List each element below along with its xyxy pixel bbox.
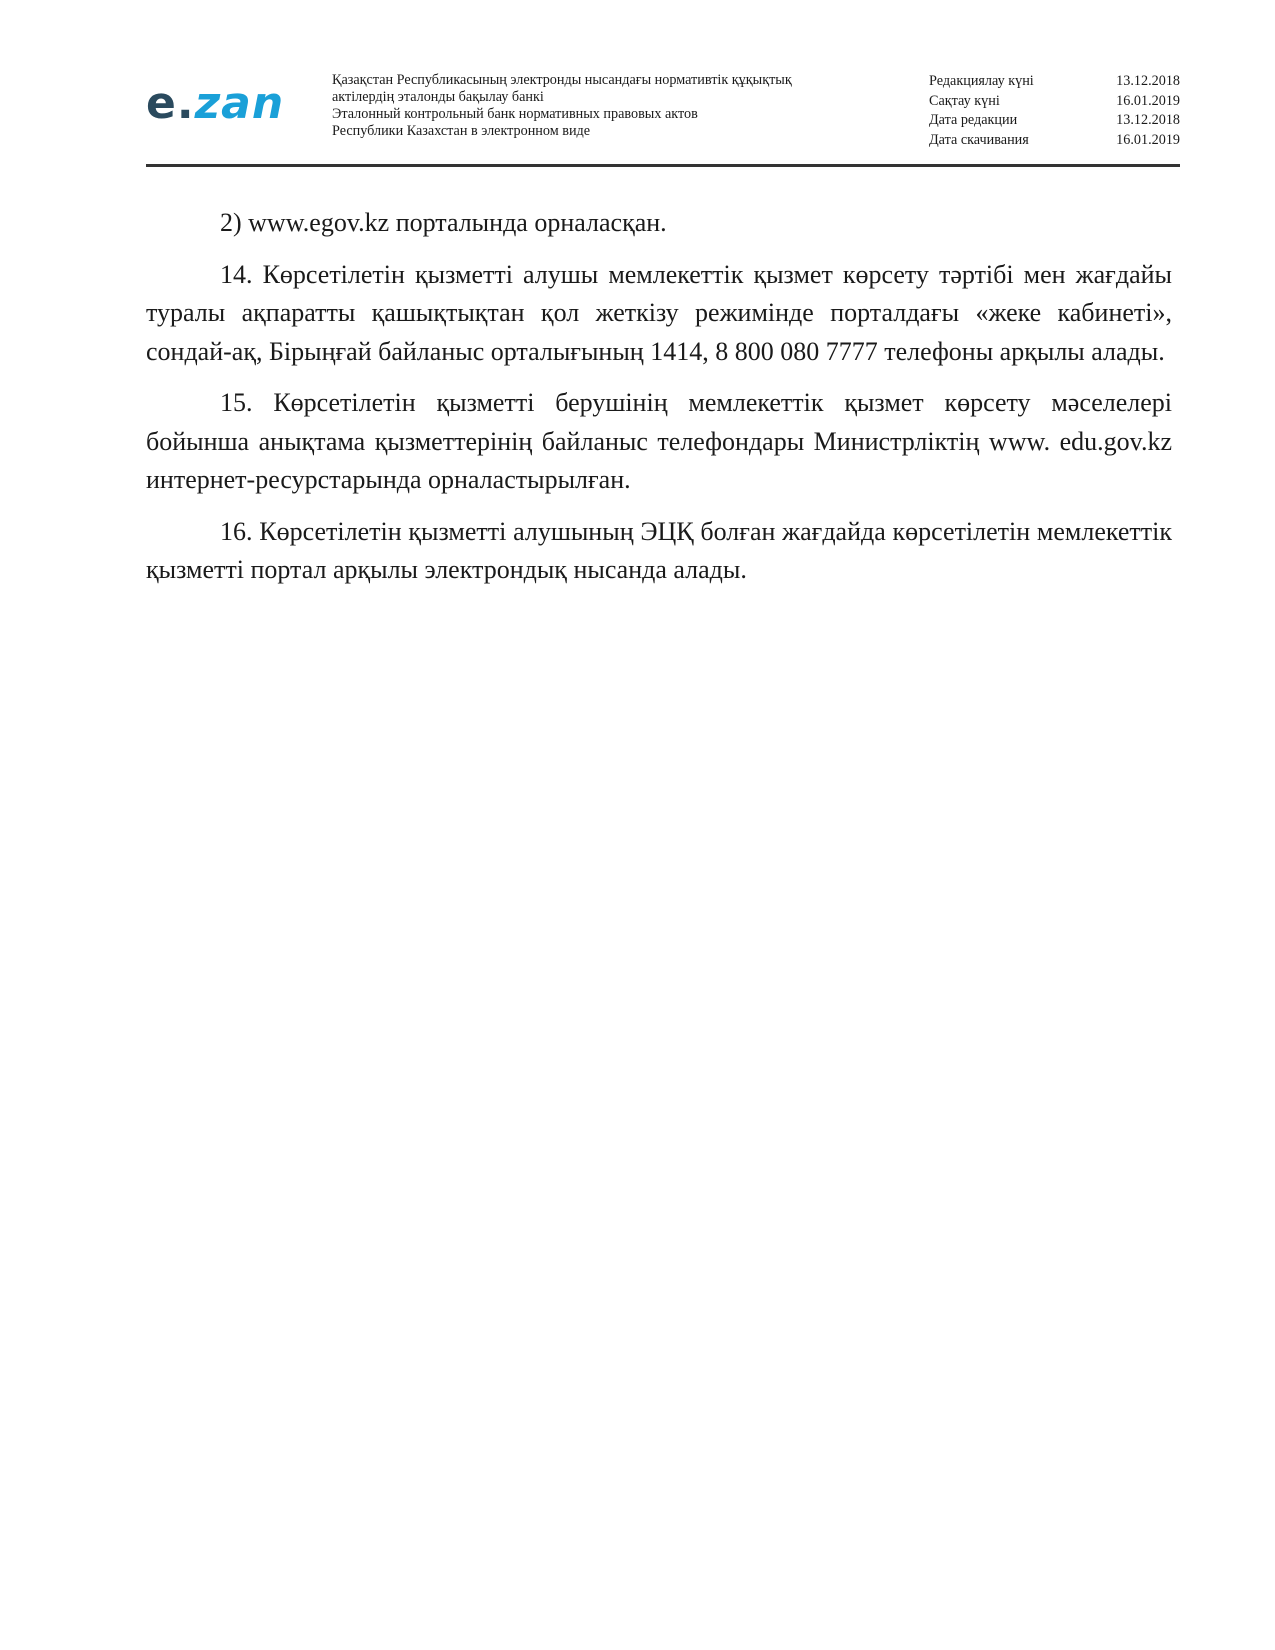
paragraph-15: 15. Көрсетілетін қызметті берушінің мемлекеттік қызмет көрсету мәселелері бойынша анықтама қызметтерінің байланыс телефондары Министрліктің www. edu.gov.kz интернет-ресурстарында орналастырылған. [146, 388, 1172, 494]
logo-e: e [146, 78, 177, 129]
meta-value: 16.01.2019 [1116, 92, 1180, 109]
header-divider [146, 164, 1180, 167]
meta-label: Сақтау күні [929, 92, 1000, 109]
meta-value: 13.12.2018 [1116, 73, 1180, 89]
paragraph-item-2: 2) www.egov.kz порталында орналасқан. [220, 208, 667, 237]
logo-dot: . [176, 78, 195, 129]
header-dates [929, 72, 1180, 150]
header-title-line: Эталонный контрольный банк нормативных правовых актов [332, 106, 698, 122]
header-bank-title [332, 72, 892, 140]
meta-value: 13.12.2018 [1116, 112, 1180, 128]
meta-label: Дата редакции [929, 112, 1018, 128]
meta-row-save-date-kz [929, 92, 1180, 112]
meta-value: 16.01.2019 [1116, 131, 1180, 148]
meta-row-edit-date-kz [929, 72, 1180, 92]
header-title-line: актілердің эталонды бақылау банкі [332, 89, 544, 105]
document-body [146, 204, 1172, 603]
meta-row-edit-date-ru [929, 111, 1180, 131]
meta-label: Дата скачивания [929, 131, 1029, 148]
meta-label: Редакциялау күні [929, 73, 1034, 89]
document-header [146, 70, 1180, 166]
paragraph-14: 14. Көрсетілетін қызметті алушы мемлекеттік қызмет көрсету тәртібі мен жағдайы туралы ақпаратты қашықтықтан қол жеткізу режимінде порталдағы «жеке кабинеті», сондай-ақ, Бірыңғай байланыс орталығының 1414, 8 800 080 7777 телефоны арқылы алады. [146, 259, 1172, 366]
meta-row-download-date-ru [929, 131, 1180, 151]
paragraph-16: 16. Көрсетілетін қызметті алушының ЭЦҚ болған жағдайда көрсетілетін мемлекеттік қызметті портал арқылы электрондық нысанда алады. [146, 516, 1172, 584]
header-title-line: Қазақстан Республикасының электронды нысандағы нормативтік құқықтық [332, 72, 792, 88]
ezan-logo [146, 78, 285, 129]
header-title-line: Республики Казахстан в электронном виде [332, 123, 591, 139]
logo-zan: zan [194, 78, 285, 129]
